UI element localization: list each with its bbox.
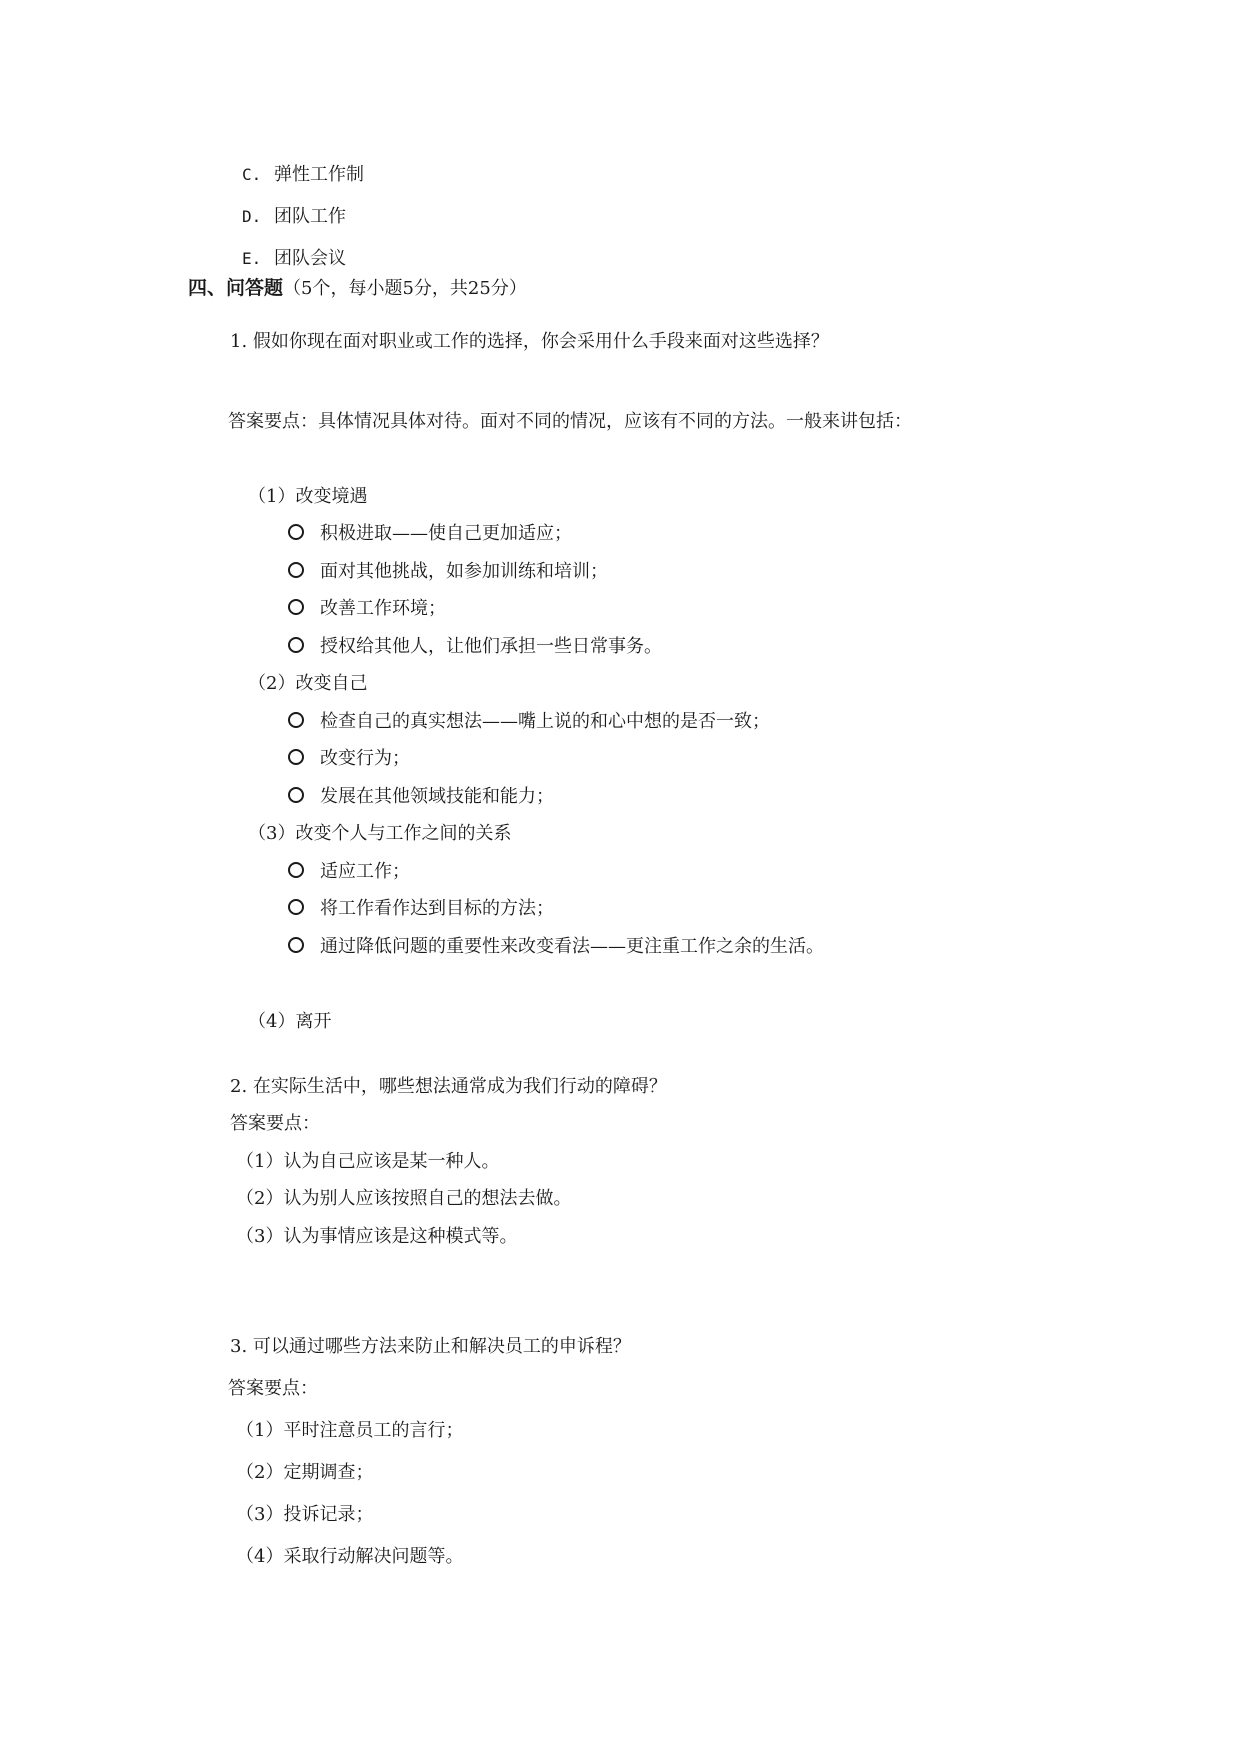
option-d: [242, 205, 346, 229]
q1-group-2-title: （2）改变自己: [248, 673, 368, 694]
answer-point: （3）投诉记录；: [236, 1504, 374, 1525]
circle-bullet-icon: [288, 712, 304, 728]
q1-group-4-title: （4）离开: [248, 1011, 332, 1032]
circle-bullet-icon: [288, 524, 304, 540]
circle-bullet-icon: [288, 899, 304, 915]
circle-bullet-icon: [288, 637, 304, 653]
option-letter: E.: [242, 249, 262, 268]
list-item: 积极进取——使自己更加适应；: [288, 522, 572, 546]
option-text: 团队会议: [274, 248, 346, 269]
option-text: 团队工作: [274, 206, 346, 227]
circle-bullet-icon: [288, 937, 304, 953]
q1-group-1-title: （1）改变境遇: [248, 486, 368, 507]
list-item: 发展在其他领域技能和能力；: [288, 785, 554, 809]
q1-group-3-title: （3）改变个人与工作之间的关系: [248, 823, 512, 844]
question-1: 1. 假如你现在面对职业或工作的选择，你会采用什么手段来面对这些选择？: [230, 331, 829, 352]
question-3: 3. 可以通过哪些方法来防止和解决员工的申诉程？: [230, 1336, 631, 1357]
answer-point: （2）认为别人应该按照自己的想法去做。: [236, 1188, 572, 1209]
option-e: [242, 247, 346, 271]
list-item: 检查自己的真实想法——嘴上说的和心中想的是否一致；: [288, 710, 770, 734]
section-heading: [188, 276, 527, 301]
answer-point: （2）定期调查；: [236, 1462, 374, 1483]
answer-label-2: 答案要点：: [230, 1113, 320, 1134]
option-letter: C.: [242, 165, 262, 184]
section-title: 四、问答题: [188, 277, 284, 299]
answer-point: （3）认为事情应该是这种模式等。: [236, 1226, 518, 1247]
circle-bullet-icon: [288, 862, 304, 878]
list-item: 授权给其他人，让他们承担一些日常事务。: [288, 635, 662, 659]
option-c: [242, 163, 364, 187]
circle-bullet-icon: [288, 599, 304, 615]
answer-intro-1: 答案要点：具体情况具体对待。面对不同的情况，应该有不同的方法。一般来讲包括：: [228, 411, 912, 432]
circle-bullet-icon: [288, 562, 304, 578]
circle-bullet-icon: [288, 787, 304, 803]
list-item: 改变行为；: [288, 747, 410, 771]
list-item: 面对其他挑战，如参加训练和培训；: [288, 560, 608, 584]
answer-label-3: 答案要点：: [228, 1378, 318, 1399]
answer-point: （1）认为自己应该是某一种人。: [236, 1151, 500, 1172]
list-item: 将工作看作达到目标的方法；: [288, 897, 554, 921]
question-2: 2. 在实际生活中，哪些想法通常成为我们行动的障碍？: [230, 1076, 667, 1097]
option-text: 弹性工作制: [274, 164, 364, 185]
section-note: （5个，每小题5分，共25分）: [283, 278, 527, 299]
answer-point: （1）平时注意员工的言行；: [236, 1420, 464, 1441]
option-letter: D.: [242, 207, 262, 226]
list-item: 适应工作；: [288, 860, 410, 884]
circle-bullet-icon: [288, 749, 304, 765]
answer-point: （4）采取行动解决问题等。: [236, 1546, 464, 1567]
list-item: 改善工作环境；: [288, 597, 446, 621]
list-item: 通过降低问题的重要性来改变看法——更注重工作之余的生活。: [288, 935, 824, 959]
